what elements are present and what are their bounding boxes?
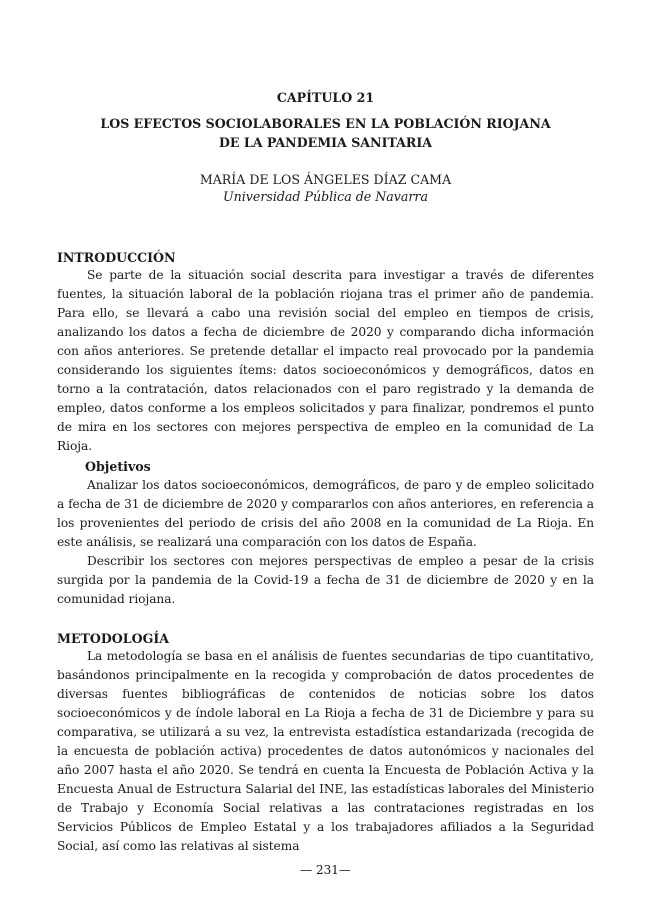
chapter-title-line-1: LOS EFECTOS SOCIOLABORALES EN LA POBLACIÓN RIOJANA xyxy=(100,116,551,131)
metodologia-heading: METODOLOGÍA xyxy=(57,631,170,646)
author-affiliation: Universidad Pública de Navarra xyxy=(223,189,428,204)
chapter-number: CAPÍTULO 21 xyxy=(276,90,375,105)
introduction-heading: INTRODUCCIÓN xyxy=(57,250,176,265)
chapter-title-line-2: DE LA PANDEMIA SANITARIA xyxy=(218,135,433,150)
objetivos-paragraph-1: Analizar los datos socioeconómicos, demográficos, de paro y de empleo solicitado a fecha de 31 de diciembre de 2020 y compararlos con años anteriores, en referencia a los provenientes del periodo de crisis del año 2008 en la comunidad de La Rioja. En este análisis, se realizará una comparación con los datos de España. xyxy=(57,478,594,549)
page-number: — 231— xyxy=(300,863,351,877)
objetivos-heading: Objetivos xyxy=(85,459,151,474)
metodologia-paragraph: La metodología se basa en el análisis de fuentes secundarias de tipo cuantitativo, basándonos principalmente en la recogida y comprobación de datos procedentes de diversas fuentes bibliográficas de contenidos de noticias sobre los datos socioeconómicos y de índole laboral en La Rioja a fecha de 31 de Diciembre y para su comparativa, se utilizará a su vez, la entrevista estadística estandarizada (recogida de la encuesta de población activa) procedentes de datos autonómicos y nacionales del año 2007 hasta el año 2020. Se tendrá en cuenta la Encuesta de Población Activa y la Encuesta Anual de Estructura Salarial del INE, las estadísticas laborales del Ministerio de Trabajo y Economía Social relativas a las contrataciones registradas en los Servicios Públicos de Empleo Estatal y a los trabajadores afiliados a la Seguridad Social, así como las relativas al sistema xyxy=(57,649,594,853)
objetivos-paragraph-2: Describir los sectores con mejores perspectivas de empleo a pesar de la crisis surgida por la pandemia de la Covid-19 a fecha de 31 de diciembre de 2020 y en la comunidad riojana. xyxy=(57,554,594,606)
introduction-paragraph: Se parte de la situación social descrita para investigar a través de diferentes fuentes, la situación laboral de la población riojana tras el primer año de pandemia. Para ello, se llevará a cabo una revisión social del empleo en tiempos de crisis, analizando los datos a fecha de diciembre de 2020 y comparando dicha información con años anteriores. Se pretende detallar el impacto real provocado por la pandemia considerando los siguientes ítems: datos socioeconómicos y demográficos, datos en torno a la contratación, datos relacionados con el paro registrado y la demanda de empleo, datos conforme a los empleos solicitados y para finalizar, pondremos el punto de mira en los sectores con mejores perspectiva de empleo en la comunidad de La Rioja. xyxy=(57,268,594,453)
document-page xyxy=(57,0,594,918)
author-name: MARÍA DE LOS ÁNGELES DÍAZ CAMA xyxy=(199,172,452,187)
